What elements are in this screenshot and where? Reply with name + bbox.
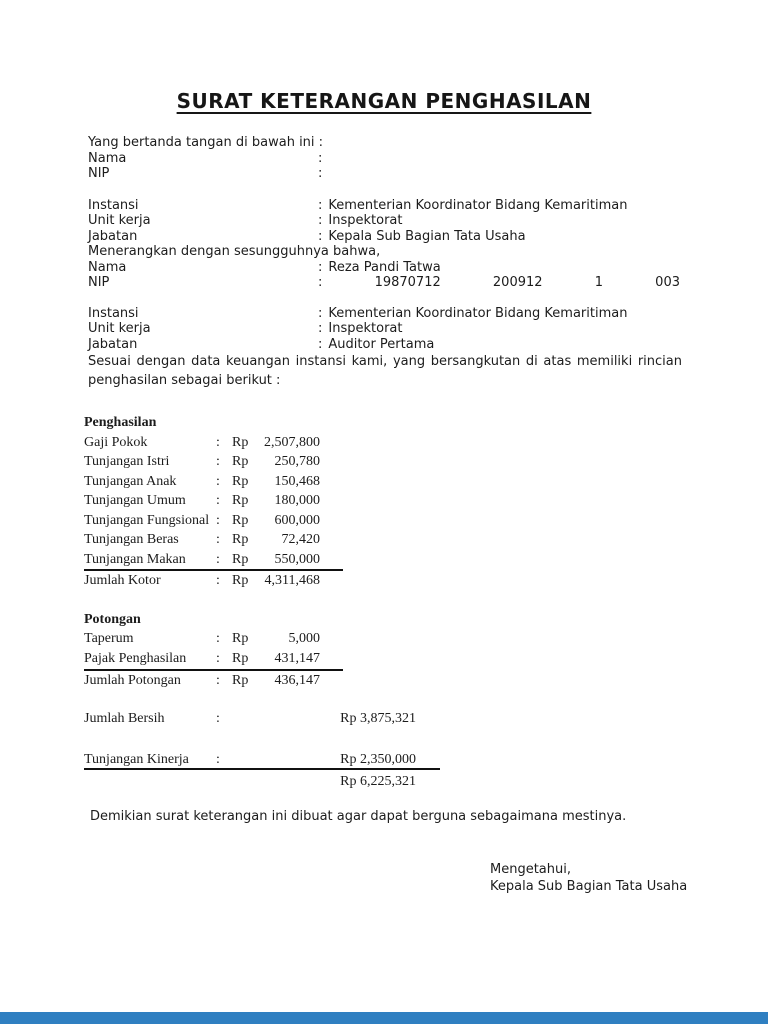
- colon: :: [216, 752, 220, 767]
- jabatan-value: Auditor Pertama: [328, 336, 435, 352]
- signature-line-mengetahui: Mengetahui,: [490, 861, 571, 877]
- amount: 5,000: [288, 631, 320, 646]
- income-row-gaji-pokok: Gaji Pokok : Rp 2,507,800: [84, 433, 343, 453]
- subject-jabatan-row: [88, 337, 768, 353]
- page-title: SURAT KETERANGAN PENGHASILAN: [176, 89, 592, 113]
- intro-section: [88, 135, 768, 182]
- nip-part-1: 19870712: [374, 275, 441, 290]
- colon: :: [216, 434, 220, 450]
- income-row-tunjangan-anak: Tunjangan Anak : Rp 150,468: [84, 472, 343, 492]
- grand-total-value: Rp 6,225,321: [340, 774, 416, 789]
- unitkerja-label: Unit kerja: [88, 321, 151, 336]
- closing-statement: Demikian surat keterangan ini dibuat agar dapat berguna sebagaimana mestinya.: [90, 809, 627, 824]
- amount: 72,420: [281, 532, 320, 547]
- deduction-total-row: Jumlah Potongan : Rp 436,147: [84, 671, 343, 691]
- signer-jabatan-row: [88, 229, 768, 245]
- colon: :: [318, 150, 323, 166]
- colon: :: [216, 493, 220, 508]
- income-row-tunjangan-makan: Tunjangan Makan : Rp 550,000: [84, 550, 343, 572]
- net-total-row: Jumlah Bersih : Rp 3,875,321: [84, 709, 440, 729]
- amount: 550,000: [274, 551, 320, 567]
- amount: 436,147: [274, 673, 320, 688]
- colon: :: [318, 197, 323, 213]
- currency: Rp: [232, 473, 249, 489]
- colon: :: [318, 336, 323, 352]
- income-row-tunjangan-umum: Tunjangan Umum : Rp 180,000: [84, 491, 343, 511]
- footer-bar: [0, 1012, 768, 1024]
- amount: 150,468: [274, 473, 320, 489]
- colon: :: [318, 259, 323, 275]
- amount: 4,311,468: [264, 573, 320, 588]
- colon: :: [216, 454, 220, 469]
- currency: Rp: [232, 434, 249, 450]
- instansi-label: Instansi: [88, 197, 139, 213]
- grand-total-row: [84, 770, 440, 792]
- unitkerja-value: Inspektorat: [328, 213, 403, 228]
- signer-instansi-row: [88, 198, 768, 214]
- deduction-heading: Potongan: [84, 611, 141, 627]
- amount: 180,000: [274, 493, 320, 508]
- colon: :: [318, 228, 323, 244]
- net-total-value: Rp 3,875,321: [340, 711, 416, 726]
- income-row-tunjangan-beras: Tunjangan Beras : Rp 72,420: [84, 530, 343, 550]
- signer-section: [88, 198, 768, 291]
- subject-instansi-row: [88, 306, 768, 322]
- colon: :: [216, 651, 220, 666]
- currency: Rp: [232, 651, 249, 666]
- colon: :: [216, 573, 220, 588]
- income-row-tunjangan-fungsional: Tunjangan Fungsional : Rp 600,000: [84, 511, 343, 531]
- currency: Rp: [232, 512, 249, 528]
- subject-nip-row: [88, 275, 768, 291]
- income-row-tunjangan-istri: Tunjangan Istri : Rp 250,780: [84, 452, 343, 472]
- jabatan-label: Jabatan: [88, 336, 138, 352]
- colon: :: [216, 551, 220, 567]
- intro-opening: Yang bertanda tangan di bawah ini :: [88, 135, 324, 150]
- income-section: [84, 413, 768, 591]
- subject-unitkerja-row: [88, 321, 768, 337]
- colon: :: [318, 321, 323, 336]
- income-total-row: Jumlah Kotor : Rp 4,311,468: [84, 571, 343, 591]
- nip-label: NIP: [88, 166, 110, 181]
- nip-part-3: 1: [594, 275, 603, 290]
- jabatan-value: Kepala Sub Bagian Tata Usaha: [328, 228, 526, 244]
- unitkerja-value: Inspektorat: [328, 321, 403, 336]
- tunjangan-kinerja-row: Tunjangan Kinerja : Rp 2,350,000: [84, 749, 440, 770]
- subject-nama-value: Reza Pandi Tatwa: [328, 259, 441, 275]
- currency: Rp: [232, 673, 249, 688]
- colon: :: [216, 473, 220, 489]
- colon: :: [216, 512, 220, 528]
- statement-paragraph: Sesuai dengan data keuangan instansi kami, yang bersangkutan di atas memiliki rincian penghasilan sebagai berikut :: [88, 354, 682, 388]
- instansi-value: Kementerian Koordinator Bidang Kemaritiman: [328, 305, 628, 321]
- colon: :: [318, 305, 323, 321]
- colon: :: [318, 213, 323, 228]
- nip-part-4: 003: [655, 275, 680, 290]
- signer-unitkerja-row: [88, 213, 768, 229]
- colon: :: [216, 631, 220, 646]
- signature-block: [490, 861, 768, 895]
- deduction-row-taperum: Taperum : Rp 5,000: [84, 629, 343, 649]
- tunjangan-kinerja-value: Rp 2,350,000: [340, 752, 416, 767]
- instansi-label: Instansi: [88, 305, 139, 321]
- signer-statement: Menerangkan dengan sesungguhnya bahwa,: [88, 244, 381, 259]
- colon: :: [318, 166, 323, 181]
- currency: Rp: [232, 454, 249, 469]
- deduction-section: [84, 610, 768, 793]
- currency: Rp: [232, 631, 249, 646]
- nip-part-2: 200912: [492, 275, 543, 290]
- amount: 431,147: [274, 651, 320, 666]
- nama-label: Nama: [88, 259, 127, 275]
- currency: Rp: [232, 493, 249, 508]
- colon: :: [216, 673, 220, 688]
- subject-nama-row: [88, 260, 768, 276]
- colon: :: [216, 532, 220, 547]
- subject-section: [88, 306, 768, 353]
- currency: Rp: [232, 551, 249, 567]
- nip-label: NIP: [88, 275, 110, 290]
- instansi-value: Kementerian Koordinator Bidang Kemaritiman: [328, 197, 628, 213]
- nama-label: Nama: [88, 150, 127, 166]
- jabatan-label: Jabatan: [88, 228, 138, 244]
- signature-line-jabatan: Kepala Sub Bagian Tata Usaha: [490, 878, 688, 894]
- intro-nip-row: [88, 166, 768, 182]
- currency: Rp: [232, 532, 249, 547]
- deduction-row-pajak: Pajak Penghasilan : Rp 431,147: [84, 649, 343, 671]
- amount: 250,780: [274, 454, 320, 469]
- amount: 2,507,800: [264, 434, 320, 450]
- amount: 600,000: [274, 512, 320, 528]
- colon: :: [318, 275, 323, 290]
- intro-nama-row: [88, 151, 768, 167]
- colon: :: [216, 711, 220, 726]
- income-heading: Penghasilan: [84, 415, 157, 430]
- unitkerja-label: Unit kerja: [88, 213, 151, 228]
- currency: Rp: [232, 573, 249, 588]
